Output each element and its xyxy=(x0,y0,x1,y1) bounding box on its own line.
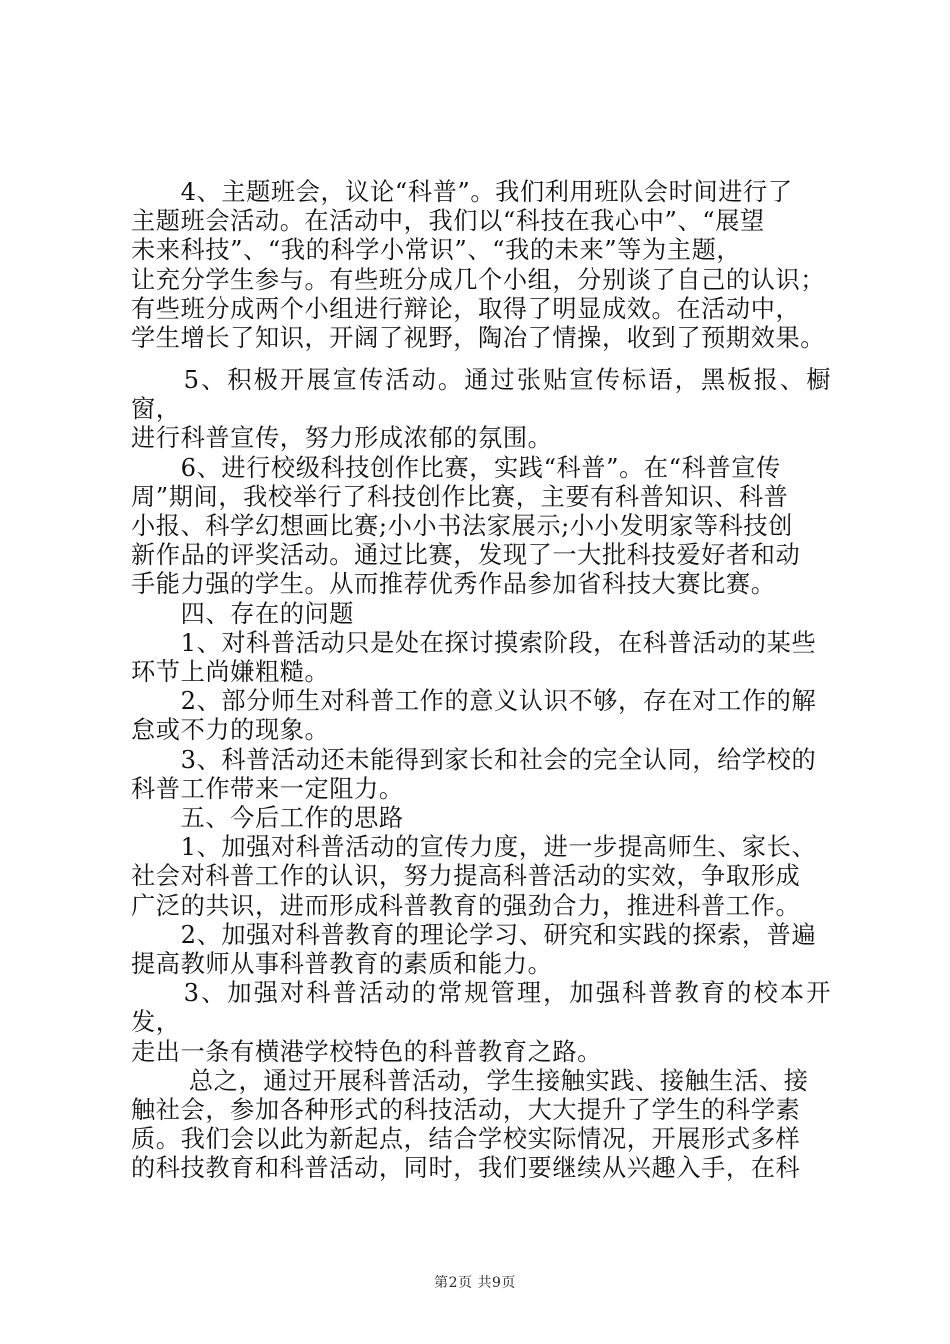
page-number-footer: 第2页 共9页 xyxy=(434,1275,516,1291)
paragraph-block-activities: 4、主题班会，议论“科普”。我们利用班队会时间进行了 主题班会活动。在活动中，我们以“科技在我心中”、“展望 未来科技”、“我的科学小常识”、“我的未来”等为主题， 让充分学生参与。有些班分成几个小组，分别谈了自己的认识； 有些班分成两个小组进行辩论，取得了明显成效。在活动中， 学生增长了知识，开阔了视野，陶冶了情操，收到了预期效果。 xyxy=(131,178,826,353)
paragraph-block-continued: 5、积极开展宣传活动。通过张贴宣传标语，黑板报、橱窗， 进行科普宣传，努力形成浓郁的氛围。 6、进行校级科技创作比赛，实践“科普”。在“科普宣传 周”期间，我校举行了科技创作比赛，主要有科普知识、科普 小报、科学幻想画比赛;小小书法家展示;小小发明家等科技创 新作品的评奖活动。通过比赛，发现了一大批科技爱好者和动 手能力强的学生。从而推荐优秀作品参加省科技大赛比赛。 四、存在的问题 1、对科普活动只是处在探讨摸索阶段，在科普活动的某些 环节上尚嫌粗糙。 2、部分师生对科普工作的意义认识不够，存在对工作的解 怠或不力的现象。 3、科普活动还未能得到家长和社会的完全认同，给学校的 科普工作带来一定阻力。 五、今后工作的思路 1、加强对科普活动的宣传力度，进一步提高师生、家长、 社会对科普工作的认识，努力提高科普活动的实效，争取形成 广泛的共识，进而形成科普教育的强劲合力，推进科普工作。 2、加强对科普教育的理论学习、研究和实践的探索，普遍 提高教师从事科普教育的素质和能力。 3、加强对科普活动的常规管理，加强科普教育的校本开发， 走出一条有横港学校特色的科普教育之路。 总之，通过开展科普活动，学生接触实践、接触生活、接 触社会，参加各种形式的科技活动，大大提升了学生的科学素 质。我们会以此为新起点，结合学校实际情况，开展形式多样 的科技教育和科普活动，同时，我们要继续从兴趣入手，在科 xyxy=(131,366,831,1183)
